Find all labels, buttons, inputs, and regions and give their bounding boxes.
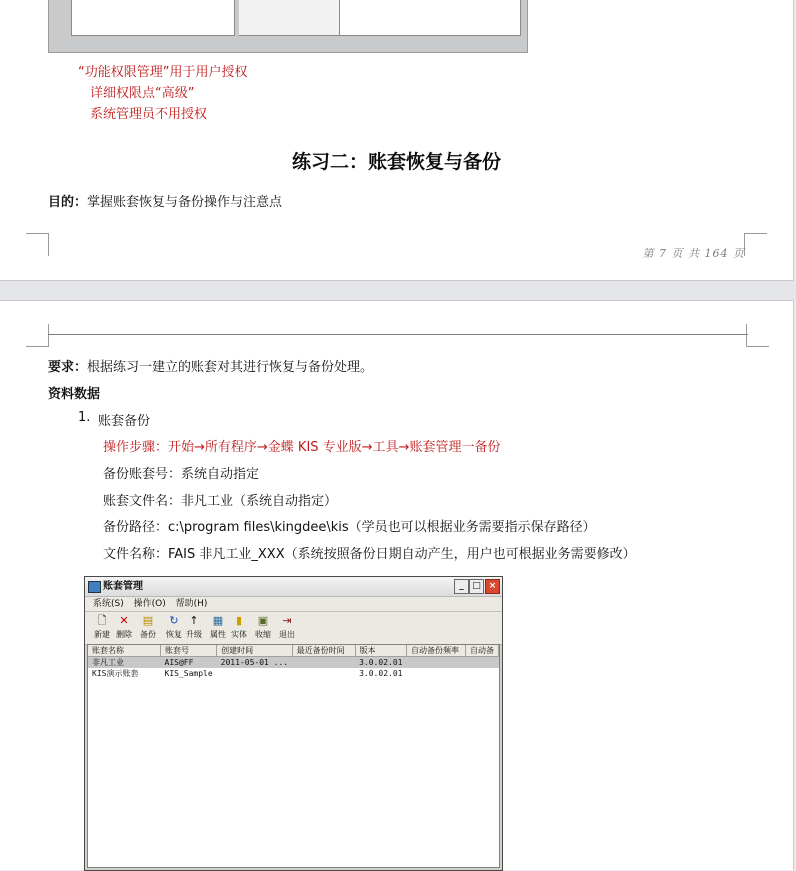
backup-button[interactable]: ▤ 备份 — [140, 614, 156, 639]
requirement-text: 根据练习一建立的账套对其进行恢复与备份处理。 — [87, 360, 374, 375]
window-title: 账套管理 — [103, 581, 143, 592]
purpose-line — [48, 191, 282, 210]
crop-mark — [744, 233, 767, 256]
properties-icon: ▦ — [212, 614, 224, 627]
exit-icon: ⇥ — [282, 614, 292, 627]
crop-mark — [26, 233, 49, 256]
menu-operation[interactable]: 操作(O) — [133, 599, 166, 609]
col-version[interactable]: 版本 — [355, 645, 406, 657]
delete-icon: ✕ — [119, 614, 129, 627]
page-number: 第 7 页 共 164 页 — [642, 247, 745, 260]
menu-bar — [85, 597, 502, 612]
table-row[interactable]: KIS演示账套 KIS_Sample 3.0.02.01 — [92, 669, 403, 678]
entity-button[interactable]: ▮ 实体 — [231, 614, 247, 639]
account-management-window — [84, 576, 503, 871]
table-row[interactable]: 非凡工业 AIS@FF 2011-05-01 ... 3.0.02.01 — [88, 657, 499, 669]
compress-button[interactable]: ▣ 收缩 — [255, 614, 271, 639]
backup-icon: ▤ — [142, 614, 154, 627]
backup-path-line: 备份路径：c:\program files\kingdee\kis（学员也可以根据业务需要指示保存路径） — [103, 520, 596, 535]
new-icon: 🗋 — [97, 614, 107, 627]
col-account-no[interactable]: 账套号 — [161, 645, 217, 657]
app-icon — [88, 581, 101, 593]
note-line-1: “功能权限管理”用于用户授权 — [78, 65, 248, 80]
col-last-backup[interactable]: 最近备份时间 — [292, 645, 355, 657]
compress-icon: ▣ — [257, 614, 269, 627]
minimize-button[interactable]: _ — [454, 579, 469, 594]
properties-button[interactable]: ▦ 属性 — [210, 614, 226, 639]
col-auto-backup[interactable]: 自动备 — [465, 645, 498, 657]
upgrade-icon: ↑ — [189, 614, 199, 627]
requirement-label: 要求： — [48, 360, 88, 375]
page-gap — [0, 281, 796, 300]
upgrade-button[interactable]: ↑ 升级 — [186, 614, 202, 639]
list-item-title: 账套备份 — [98, 414, 151, 429]
toolbar — [85, 612, 502, 645]
note-line-2: 详细权限点“高级” — [90, 86, 195, 101]
entity-icon: ▮ — [235, 614, 243, 627]
steps-line: 操作步骤：开始→所有程序→金蝶 KIS 专业版→工具→账套管理一备份 — [103, 440, 501, 455]
note-line-3: 系统管理员不用授权 — [90, 107, 208, 122]
delete-button[interactable]: ✕ 删除 — [116, 614, 132, 639]
requirement-line — [48, 356, 373, 375]
restore-icon: ↻ — [169, 614, 179, 627]
embedded-screenshot-top — [48, 0, 528, 53]
document-page-1 — [0, 0, 794, 281]
close-button[interactable]: × — [485, 579, 500, 594]
maximize-button[interactable]: □ — [469, 579, 484, 594]
col-account-name[interactable]: 账套名称 — [88, 645, 161, 657]
section-title: 练习二：账套恢复与备份 — [291, 151, 501, 173]
data-heading: 资料数据 — [48, 387, 101, 402]
list-item-number: 1. — [78, 410, 91, 425]
backup-number-line: 备份账套号：系统自动指定 — [103, 467, 260, 482]
purpose-label: 目的： — [48, 195, 88, 210]
crop-mark — [746, 324, 769, 347]
restore-button[interactable]: ↻ 恢复 — [166, 614, 182, 639]
col-auto-backup-freq[interactable]: 自动备份频率 — [406, 645, 465, 657]
col-created[interactable]: 创建时间 — [217, 645, 292, 657]
exit-button[interactable]: ⇥ 退出 — [279, 614, 295, 639]
header-rule — [48, 334, 748, 335]
menu-help[interactable]: 帮助(H) — [175, 599, 208, 609]
document-name-line: 文件名称：FAIS 非凡工业_XXX（系统按照备份日期自动产生，用户也可根据业务需要修改） — [103, 547, 636, 562]
menu-system[interactable]: 系统(S) — [93, 599, 124, 609]
new-button[interactable]: 🗋 新建 — [94, 614, 110, 639]
account-list — [87, 644, 500, 868]
window-titlebar — [85, 577, 502, 597]
crop-mark — [26, 324, 49, 347]
table-header — [88, 645, 499, 657]
file-name-line: 账套文件名：非凡工业（系统自动指定） — [103, 494, 338, 509]
purpose-text: 掌握账套恢复与备份操作与注意点 — [87, 195, 283, 210]
